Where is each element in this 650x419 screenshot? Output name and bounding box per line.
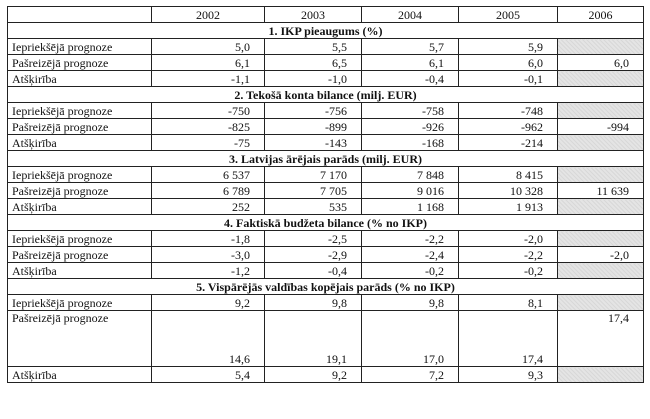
section-header-row [8,87,644,103]
table-row [8,311,644,367]
section-title: 4. Faktiskā budžeta bilance (% no IKP) [8,215,644,231]
section-title: 3. Latvijas ārējais parāds (milj. EUR) [8,151,644,167]
value-cell: 9,3 [459,367,558,383]
value-cell: 17,4 [558,311,644,367]
row-label: Atšķirība [8,263,152,279]
value-cell: -0,4 [265,263,362,279]
value-cell: 6,5 [265,55,362,71]
row-label: Pašreizējā prognoze [8,247,152,263]
table-row [8,231,644,247]
section-title: 1. IKP pieaugums (%) [8,23,644,39]
table-row [8,55,644,71]
section-title: 5. Vispārējās valdības kopējais parāds (% no IKP) [8,279,644,295]
value-cell: 7 170 [265,167,362,183]
value-cell [558,367,644,383]
row-label: Atšķirība [8,135,152,151]
value-cell: 1 168 [362,199,459,215]
value-cell: -3,0 [152,247,265,263]
table-row [8,103,644,119]
value-cell: 8 415 [459,167,558,183]
value-cell: 5,7 [362,39,459,55]
value-cell [558,231,644,247]
value-cell: 252 [152,199,265,215]
value-cell: 14,6 [152,311,265,367]
value-cell: 9,2 [265,367,362,383]
value-cell: -750 [152,103,265,119]
value-cell: 5,0 [152,39,265,55]
value-cell: 6 789 [152,183,265,199]
row-label: Pašreizējā prognoze [8,311,152,367]
table-row [8,39,644,55]
section-header-row [8,151,644,167]
value-cell [558,103,644,119]
table-row [8,263,644,279]
value-cell: -899 [265,119,362,135]
row-label: Atšķirība [8,199,152,215]
value-cell: -1,2 [152,263,265,279]
row-label: Iepriekšējā prognoze [8,39,152,55]
value-cell: -962 [459,119,558,135]
table-row [8,247,644,263]
value-cell: -2,2 [362,231,459,247]
value-cell: 8,1 [459,295,558,311]
value-cell: 5,9 [459,39,558,55]
value-cell: -168 [362,135,459,151]
value-cell: -756 [265,103,362,119]
value-cell: -0,2 [362,263,459,279]
value-cell: -748 [459,103,558,119]
value-cell: 9,2 [152,295,265,311]
table-row [8,295,644,311]
value-cell: 6,1 [152,55,265,71]
value-cell: -214 [459,135,558,151]
value-cell: -2,5 [265,231,362,247]
row-label: Pašreizējā prognoze [8,55,152,71]
table-row [8,71,644,87]
row-label: Iepriekšējā prognoze [8,103,152,119]
year-header: 2003 [265,7,362,23]
value-cell: -0,2 [459,263,558,279]
value-cell: -0,4 [362,71,459,87]
value-cell: 19,1 [265,311,362,367]
value-cell: 9,8 [362,295,459,311]
table-row [8,183,644,199]
value-cell: 7 705 [265,183,362,199]
table-body [8,7,644,383]
value-cell: 1 913 [459,199,558,215]
value-cell [558,263,644,279]
value-cell: 5,5 [265,39,362,55]
corner-cell [8,7,152,23]
value-cell: 9,8 [265,295,362,311]
table-row [8,199,644,215]
row-label: Iepriekšējā prognoze [8,167,152,183]
value-cell: 6,0 [558,55,644,71]
section-header-row [8,279,644,295]
row-label: Pašreizējā prognoze [8,183,152,199]
value-cell: 11 639 [558,183,644,199]
section-header-row [8,23,644,39]
value-cell: -1,1 [152,71,265,87]
row-label: Iepriekšējā prognoze [8,295,152,311]
value-cell [558,71,644,87]
value-cell [558,199,644,215]
value-cell: -2,4 [362,247,459,263]
value-cell: 6,1 [362,55,459,71]
year-header: 2006 [558,7,644,23]
year-header: 2004 [362,7,459,23]
row-label: Atšķirība [8,367,152,383]
value-cell: -2,9 [265,247,362,263]
value-cell: 7,2 [362,367,459,383]
value-cell [558,39,644,55]
value-cell: 9 016 [362,183,459,199]
value-cell: -2,0 [558,247,644,263]
value-cell: 535 [265,199,362,215]
section-header-row [8,215,644,231]
value-cell [558,295,644,311]
forecast-comparison-table [7,6,644,383]
value-cell: -926 [362,119,459,135]
value-cell: 7 848 [362,167,459,183]
value-cell: -143 [265,135,362,151]
table-row [8,167,644,183]
value-cell: 6 537 [152,167,265,183]
value-cell: 5,4 [152,367,265,383]
value-cell: -758 [362,103,459,119]
value-cell [558,135,644,151]
row-label: Iepriekšējā prognoze [8,231,152,247]
value-cell: -994 [558,119,644,135]
table-row [8,119,644,135]
value-cell: -825 [152,119,265,135]
year-header: 2005 [459,7,558,23]
value-cell: 6,0 [459,55,558,71]
value-cell: -0,1 [459,71,558,87]
value-cell: -75 [152,135,265,151]
value-cell: 17,0 [362,311,459,367]
section-title: 2. Tekošā konta bilance (milj. EUR) [8,87,644,103]
row-label: Atšķirība [8,71,152,87]
value-cell: 17,4 [459,311,558,367]
header-row [8,7,644,23]
row-label: Pašreizējā prognoze [8,119,152,135]
value-cell: -1,8 [152,231,265,247]
value-cell: -2,0 [459,231,558,247]
table-row [8,135,644,151]
value-cell [558,167,644,183]
value-cell: -1,0 [265,71,362,87]
value-cell: -2,2 [459,247,558,263]
value-cell: 10 328 [459,183,558,199]
year-header: 2002 [152,7,265,23]
table-row [8,367,644,383]
